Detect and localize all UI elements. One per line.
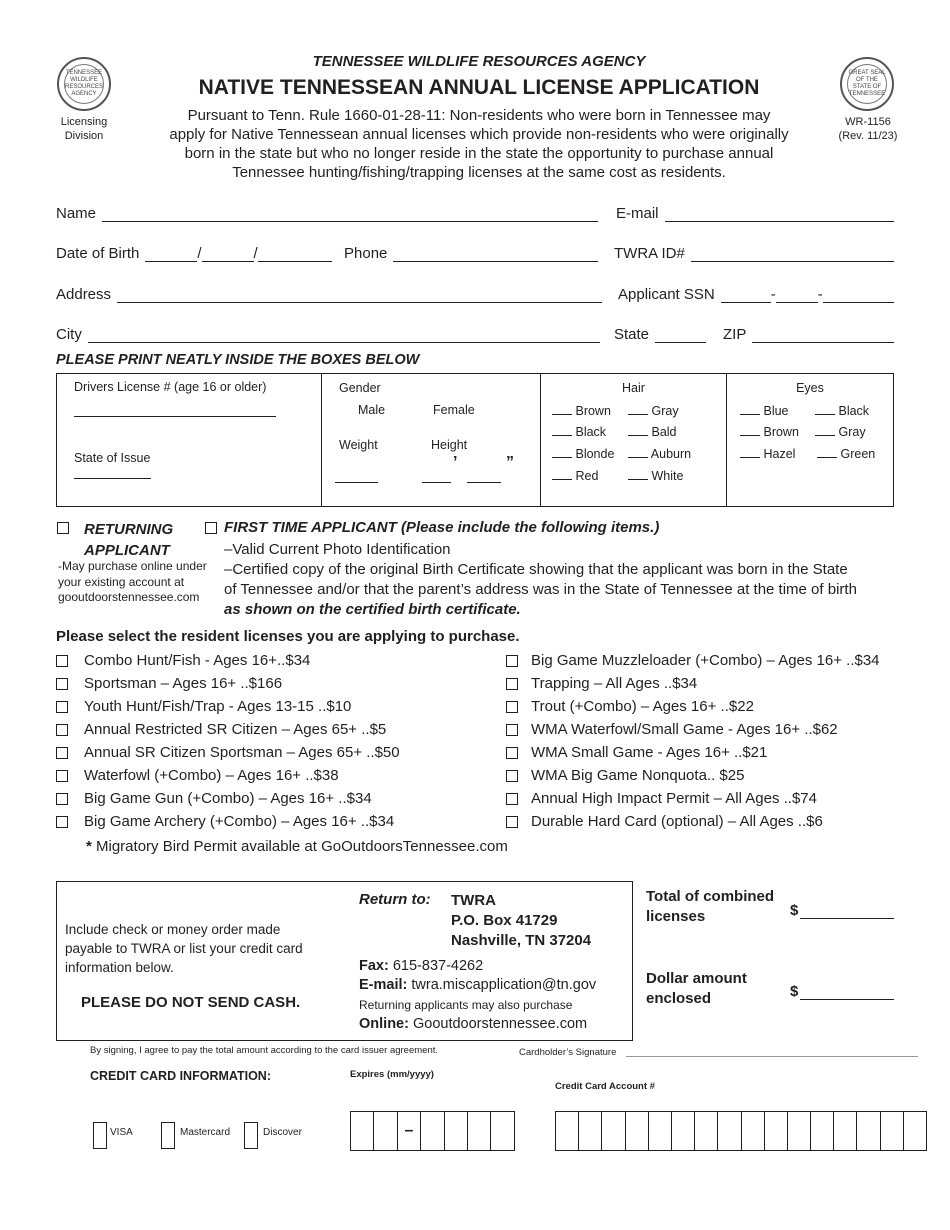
card-digit-box[interactable] — [857, 1112, 880, 1150]
hair-gray-option[interactable]: Gray — [628, 403, 679, 418]
license-checkbox[interactable] — [506, 793, 518, 805]
state-seal-logo — [840, 57, 894, 111]
migratory-bird-note: * Migratory Bird Permit available at GoOutdoorsTennessee.com — [86, 838, 508, 855]
credit-card-title: CREDIT CARD INFORMATION: — [90, 1069, 271, 1083]
first-time-applicant-label: FIRST TIME APPLICANT (Please include the following items.) — [224, 519, 660, 536]
card-digit-box[interactable] — [602, 1112, 625, 1150]
ssn-field[interactable]: Applicant SSN - - — [618, 286, 894, 303]
mastercard-label: Mastercard — [180, 1127, 231, 1138]
fax-line: Fax: 615-837-4262 — [359, 958, 484, 974]
license-checkbox[interactable] — [56, 678, 68, 690]
license-option[interactable]: Trapping – All Ages ..$34 — [506, 672, 880, 695]
eyes-gray-option[interactable]: Gray — [815, 424, 866, 439]
email-line[interactable] — [665, 208, 894, 222]
height-inches-input[interactable] — [467, 482, 501, 483]
discover-label: Discover — [263, 1127, 302, 1138]
address-field[interactable]: Address — [56, 286, 602, 303]
zip-line[interactable] — [752, 329, 894, 343]
returning-purchase-note: Returning applicants may also purchase — [359, 998, 573, 1012]
card-digit-box[interactable] — [834, 1112, 857, 1150]
license-list-left — [56, 649, 400, 833]
expiry-digit-box[interactable] — [468, 1112, 491, 1150]
dollar-enclosed-label: Dollar amount enclosed — [646, 970, 747, 1007]
payment-instructions: Include check or money order made payable to TWRA or list your credit card information below. — [65, 922, 303, 975]
license-option[interactable]: Youth Hunt/Fish/Trap - Ages 13-15 ..$10 — [56, 695, 400, 718]
height-feet-input[interactable] — [422, 482, 451, 483]
eyes-blue-option[interactable]: Blue — [740, 403, 789, 418]
license-option[interactable]: Annual High Impact Permit – All Ages ..$74 — [506, 787, 880, 810]
state-seal-text: GREAT SEAL OF THE STATE OF TENNESSEE — [847, 64, 887, 104]
drivers-license-input[interactable] — [74, 416, 276, 417]
phone-line[interactable] — [393, 248, 598, 262]
email-field[interactable]: E-mail — [616, 205, 894, 222]
visa-label: VISA — [110, 1127, 133, 1138]
hair-title: Hair — [622, 381, 645, 395]
city-field[interactable]: City — [56, 326, 600, 343]
twra-id-line[interactable] — [691, 248, 894, 262]
ssn-part2-line[interactable] — [776, 289, 818, 303]
returning-applicant-label: RETURNING APPLICANT — [84, 521, 174, 559]
expiry-digit-box[interactable] — [351, 1112, 374, 1150]
license-checkbox[interactable] — [56, 747, 68, 759]
license-checkbox[interactable] — [506, 655, 518, 667]
divider — [321, 374, 322, 506]
name-line[interactable] — [102, 208, 598, 222]
license-checkbox[interactable] — [56, 724, 68, 736]
eligibility-description: Pursuant to Tenn. Rule 1660-01-28-11: Non-residents who were born in Tennessee may apply for Native Tennessean annual licenses which provide non-residents who were originally born in the state but who no longer reside in the state the opportunity to purchase annual Tennessee hunting/fishing/trapping licenses at the same cost as residents. — [169, 107, 789, 181]
eyes-title: Eyes — [796, 381, 824, 395]
license-option[interactable]: WMA Waterfowl/Small Game - Ages 16+ ..$62 — [506, 718, 880, 741]
eyes-brown-option[interactable]: Brown — [740, 424, 799, 439]
hair-blonde-option[interactable]: Blonde — [552, 446, 614, 461]
height-label: Height — [431, 438, 468, 452]
total-licenses-label: Total of combined licenses — [646, 888, 775, 925]
ssn-part3-line[interactable] — [823, 289, 894, 303]
phone-field[interactable]: Phone — [344, 245, 598, 262]
license-checkbox[interactable] — [56, 793, 68, 805]
hair-white-option[interactable]: White — [628, 468, 683, 483]
discover-checkbox[interactable] — [244, 1122, 258, 1149]
license-option[interactable]: Big Game Gun (+Combo) – Ages 16+ ..$34 — [56, 787, 400, 810]
total-amount-field[interactable]: $ — [790, 902, 894, 919]
state-of-issue-label: State of Issue — [74, 451, 151, 465]
enclosed-amount-line[interactable] — [800, 986, 894, 1000]
card-digit-box[interactable] — [788, 1112, 811, 1150]
name-field[interactable]: Name — [56, 205, 598, 222]
license-option[interactable]: Sportsman – Ages 16+ ..$166 — [56, 672, 400, 695]
weight-label: Weight — [339, 438, 378, 452]
expiry-digit-box[interactable] — [421, 1112, 444, 1150]
eyes-black-option[interactable]: Black — [815, 403, 869, 418]
license-checkbox[interactable] — [506, 678, 518, 690]
card-digit-box[interactable] — [672, 1112, 695, 1150]
license-checkbox[interactable] — [56, 816, 68, 828]
license-option[interactable]: Big Game Archery (+Combo) – Ages 16+ ..$34 — [56, 810, 400, 833]
expiry-digit-box[interactable] — [374, 1112, 397, 1150]
dob-month-line[interactable] — [145, 248, 197, 262]
license-option[interactable]: Combo Hunt/Fish - Ages 16+..$34 — [56, 649, 400, 672]
payment-box — [56, 881, 633, 1041]
gender-male-option[interactable]: Male — [358, 403, 386, 417]
enclosed-amount-field[interactable]: $ — [790, 983, 894, 1000]
hair-red-option[interactable]: Red — [552, 468, 598, 483]
return-address: TWRA P.O. Box 41729 Nashville, TN 37204 — [451, 892, 592, 949]
license-option[interactable]: WMA Big Game Nonquota.. $25 — [506, 764, 880, 787]
card-digit-box[interactable] — [765, 1112, 788, 1150]
visa-checkbox[interactable] — [93, 1122, 107, 1149]
card-digit-box[interactable] — [695, 1112, 718, 1150]
feet-mark: ’ — [453, 454, 458, 471]
email-line[interactable]: E-mail: twra.miscapplication@tn.gov — [359, 977, 597, 993]
state-line[interactable] — [655, 329, 706, 343]
expiration-date-boxes[interactable] — [350, 1111, 515, 1151]
agency-name: TENNESSEE WILDLIFE RESOURCES AGENCY — [312, 53, 646, 70]
license-option[interactable]: Big Game Muzzleloader (+Combo) – Ages 16+ ..$34 — [506, 649, 880, 672]
license-option[interactable]: Trout (+Combo) – Ages 16+ ..$22 — [506, 695, 880, 718]
expiry-digit-box[interactable] — [491, 1112, 514, 1150]
license-option[interactable]: Annual Restricted SR Citizen – Ages 65+ ..$5 — [56, 718, 400, 741]
returning-applicant-checkbox[interactable] — [57, 522, 69, 534]
card-digit-box[interactable] — [904, 1112, 926, 1150]
state-field[interactable]: State — [614, 326, 706, 343]
page-title: NATIVE TENNESSEAN ANNUAL LICENSE APPLICATION — [198, 76, 760, 99]
eyes-green-option[interactable]: Green — [817, 446, 875, 461]
card-account-number-boxes[interactable] — [555, 1111, 927, 1151]
card-digit-box[interactable] — [742, 1112, 765, 1150]
gender-label: Gender — [339, 381, 381, 395]
license-option[interactable]: WMA Small Game - Ages 16+ ..$21 — [506, 741, 880, 764]
license-checkbox[interactable] — [56, 770, 68, 782]
license-checkbox[interactable] — [506, 747, 518, 759]
no-cash-notice: PLEASE DO NOT SEND CASH. — [81, 994, 301, 1011]
expiry-digit-box[interactable] — [445, 1112, 468, 1150]
card-digit-box[interactable] — [881, 1112, 904, 1150]
return-to-label: Return to: — [359, 891, 431, 908]
zip-field[interactable]: ZIP — [723, 326, 894, 343]
card-digit-box[interactable] — [649, 1112, 672, 1150]
dob-day-line[interactable] — [202, 248, 254, 262]
license-selection-heading: Please select the resident licenses you are applying to purchase. — [56, 628, 520, 645]
license-checkbox[interactable] — [56, 655, 68, 667]
card-digit-box[interactable] — [556, 1112, 579, 1150]
license-checkbox[interactable] — [56, 701, 68, 713]
inches-mark: ” — [506, 454, 514, 471]
card-digit-box[interactable] — [626, 1112, 649, 1150]
card-agreement-text: By signing, I agree to pay the total amount according to the card issuer agreement. — [90, 1045, 439, 1056]
mastercard-checkbox[interactable] — [161, 1122, 175, 1149]
city-line[interactable] — [88, 329, 600, 343]
drivers-license-label: Drivers License # (age 16 or older) — [74, 380, 267, 394]
card-digit-box[interactable] — [811, 1112, 834, 1150]
license-option[interactable]: Annual SR Citizen Sportsman – Ages 65+ ..$50 — [56, 741, 400, 764]
license-option[interactable]: Waterfowl (+Combo) – Ages 16+ ..$38 — [56, 764, 400, 787]
returning-applicant-note: -May purchase online under your existing account at gooutdoorstennessee.com — [58, 559, 207, 604]
cardholder-signature-label: Cardholder’s Signature — [519, 1047, 617, 1058]
physical-description-box — [56, 373, 894, 507]
cardholder-signature-line[interactable] — [626, 1056, 918, 1057]
expiry-separator: – — [398, 1112, 421, 1150]
twra-seal-logo — [57, 57, 111, 111]
online-line[interactable]: Online: Gooutdoorstennessee.com — [359, 1016, 588, 1032]
dob-year-line[interactable] — [258, 248, 332, 262]
print-neatly-notice: PLEASE PRINT NEATLY INSIDE THE BOXES BELOW — [56, 352, 420, 368]
dob-field[interactable]: Date of Birth / / — [56, 245, 332, 262]
licensing-division-caption: Licensing Division — [60, 116, 108, 142]
card-digit-box[interactable] — [579, 1112, 602, 1150]
gender-female-option[interactable]: Female — [433, 403, 475, 417]
first-time-requirements: –Valid Current Photo Identification –Certified copy of the original Birth Certificate showing that the applicant was born in the State of Tennessee and/or that the parent’s address was in the State of Tennessee at the time of birth as shown on the certified birth certificate. — [224, 541, 857, 618]
ssn-part1-line[interactable] — [721, 289, 771, 303]
hair-bald-option[interactable]: Bald — [628, 424, 677, 439]
twra-id-field[interactable]: TWRA ID# — [614, 245, 894, 262]
hair-auburn-option[interactable]: Auburn — [628, 446, 691, 461]
license-list-right — [506, 649, 880, 833]
twra-seal-text: TENNESSEE WILDLIFE RESOURCES AGENCY — [64, 64, 104, 104]
license-checkbox[interactable] — [506, 816, 518, 828]
account-number-label: Credit Card Account # — [555, 1081, 655, 1092]
form-number-caption: WR-1156 (Rev. 11/23) — [838, 116, 898, 142]
eyes-hazel-option[interactable]: Hazel — [740, 446, 795, 461]
hair-black-option[interactable]: Black — [552, 424, 606, 439]
state-of-issue-input[interactable] — [74, 478, 151, 479]
weight-input[interactable] — [335, 482, 378, 483]
license-checkbox[interactable] — [506, 770, 518, 782]
expires-label: Expires (mm/yyyy) — [350, 1069, 434, 1080]
license-option[interactable]: Durable Hard Card (optional) – All Ages ..$6 — [506, 810, 880, 833]
first-time-applicant-checkbox[interactable] — [205, 522, 217, 534]
hair-brown-option[interactable]: Brown — [552, 403, 611, 418]
card-digit-box[interactable] — [718, 1112, 741, 1150]
license-checkbox[interactable] — [506, 724, 518, 736]
license-checkbox[interactable] — [506, 701, 518, 713]
address-line[interactable] — [117, 289, 602, 303]
total-amount-line[interactable] — [800, 905, 894, 919]
